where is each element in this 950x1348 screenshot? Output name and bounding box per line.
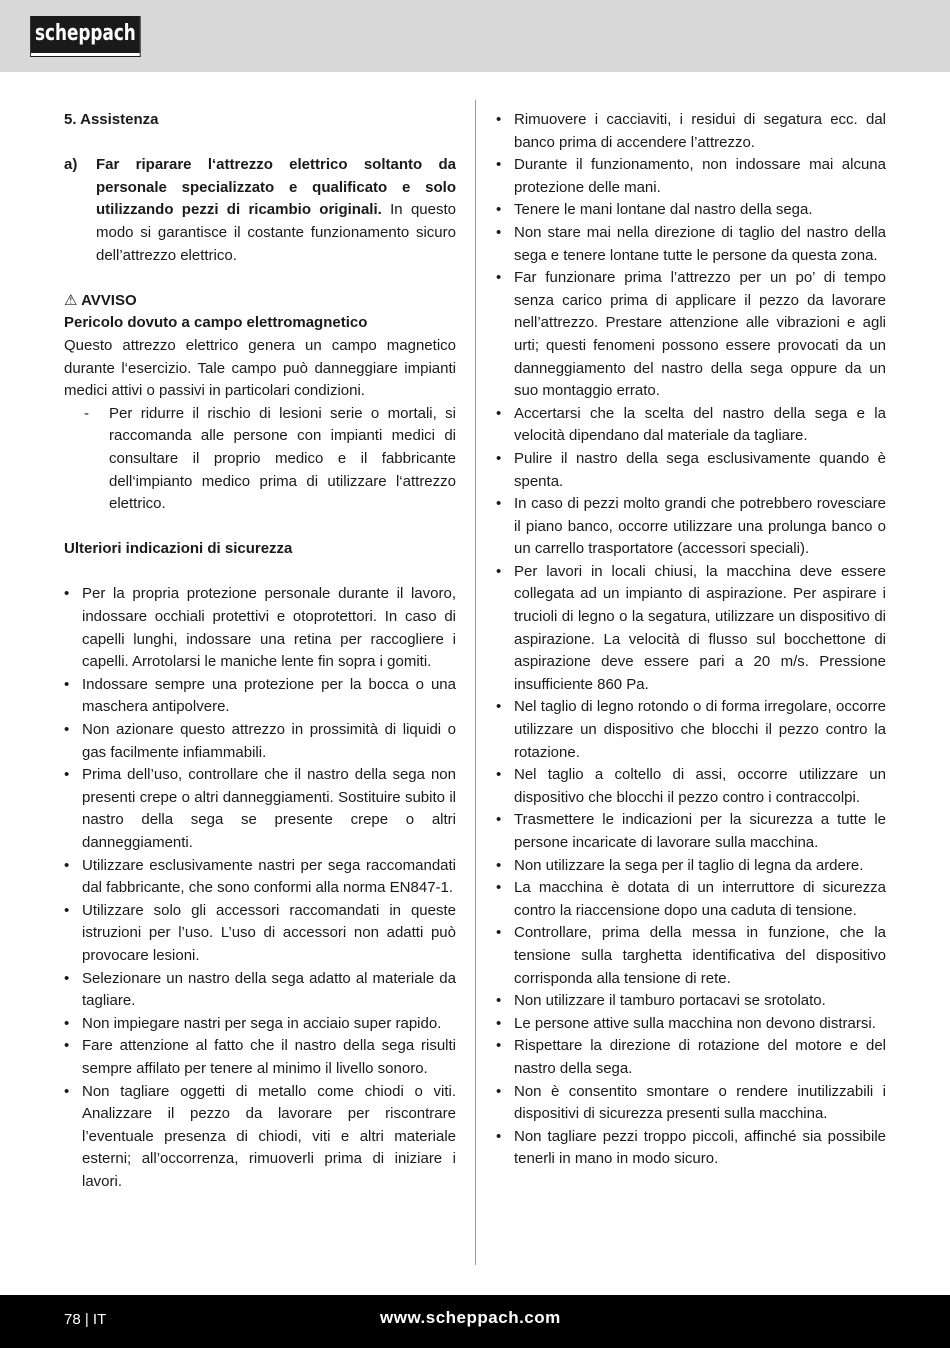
list-item-text: Nel taglio a coltello di assi, occorre utilizzare un dispositivo che blocchi il pezzo contro i contraccolpi. [514,766,886,806]
list-item-text: Selezionare un nastro della sega adatto al materiale da tagliare. [82,969,456,1010]
list-item [496,1126,886,1171]
list-item-text: Per la propria protezione personale durante il lavoro, indossare occhiali protettivi e otoprotettori. In caso di capelli lunghi, indossare una retina per raccogliere i capelli. Arrotolarsi le maniche lente fin sopra i gomiti. [82,585,456,671]
page-number: 78 | IT [64,1311,107,1328]
enum-item-a [64,154,456,267]
list-item [64,719,456,764]
list-item-text: Fare attenzione al fatto che il nastro della sega risulti sempre affilato per tenere al minimo il livello sonoro. [82,1037,456,1077]
list-item-text: In caso di pezzi molto grandi che potrebbero rovesciare il piano banco, occorre utilizzare una prolunga banco o un carrello trasportatore (accessori speciali). [514,495,886,558]
bullet-mark: • [64,1014,70,1032]
list-item-text: Indossare sempre una protezione per la bocca o una maschera antipolvere. [82,675,456,716]
enum-normal-text: In questo modo si garantisce il costante funzionamento sicuro dell’attrezzo elettrico. [96,201,457,264]
bullet-mark: • [496,111,502,128]
warning-subtitle: Pericolo dovuto a campo elettromagnetico [64,314,368,332]
bullet-mark: • [496,879,502,897]
enum-text [96,154,456,267]
bullet-mark: • [496,562,502,580]
bullet-mark: • [64,1082,70,1100]
list-item-text: Non tagliare pezzi troppo piccoli, affinché sia possibile tenerli in mano in modo sicuro. [514,1127,886,1168]
bullet-mark: • [64,856,70,874]
list-item-text: Utilizzare esclusivamente nastri per sega raccomandati dal fabbricante, che sono conformi alla norma EN847-1. [82,856,456,897]
list-item [496,403,886,448]
list-item [64,1035,456,1080]
bullet-mark: • [64,721,70,739]
bullet-mark: • [496,698,502,716]
list-item [64,1013,456,1036]
bullet-mark: • [496,766,502,784]
dash-text: Per ridurre il rischio di lesioni serie o mortali, si raccomanda alle persone con impianti medici di consultare il proprio medico e il fabbricante dell‘impianto medico prima di utilizzare l‘attrezzo elettrico. [109,404,456,513]
bullet-mark: • [496,811,502,829]
list-item-text: Tenere le mani lontane dal nastro della sega. [514,201,813,219]
list-item-text: Per lavori in locali chiusi, la macchina deve essere collegata ad un impianto di aspirazione. Per aspirare i trucioli di legno o la segatura, utilizzare un dispositivo di aspirazione. La velocità di flusso sul bocchettone di aspirazione deve essere pari a 20 m/s. Pressione insufficiente 860 Pa. [514,562,886,693]
list-item [496,493,886,561]
list-item-text: Non azionare questo attrezzo in prossimità di liquidi o gas facilmente infiammabili. [82,721,456,761]
list-item-text: Durante il funzionamento, non indossare mai alcuna protezione delle mani. [514,156,886,196]
list-item [496,696,886,764]
list-item-text: Prima dell’uso, controllare che il nastro della sega non presenti crepe o altri danneggiamenti. Sostituire subito il nastro della sega se presente crepe o altri danneggiamenti. [82,766,456,851]
list-item-text: Pulire il nastro della sega esclusivamente quando è spenta. [514,449,886,490]
bullet-mark: • [496,156,502,174]
list-item-text: Utilizzare solo gli accessori raccomandati in queste istruzioni per l’uso. L’uso di accessori non adatti può provocare lesioni. [82,901,456,964]
enum-bold-text: Far riparare l‘attrezzo elettrico soltanto da personale specializzato e qualificato e solo utilizzando pezzi di ricambio originali. [96,156,456,219]
list-item-text: Trasmettere le indicazioni per la sicurezza a tutte le persone incaricate di lavorare sulla macchina. [514,811,886,851]
list-item [496,764,886,809]
bullet-mark: • [496,1014,502,1032]
right-column [496,109,886,1171]
bullet-mark: • [496,201,502,219]
website-link[interactable]: www.scheppach.com [380,1308,561,1327]
list-item-text: Non utilizzare la sega per il taglio di legna da ardere. [514,856,864,874]
bullet-mark: • [64,901,70,919]
list-item-text: Rimuovere i cacciaviti, i residui di segatura ecc. dal banco prima di accendere l’attrezzo. [514,111,886,151]
page-footer [0,1295,950,1348]
bullet-mark: • [496,1127,502,1145]
list-item [496,809,886,854]
bullet-mark: • [496,1082,502,1100]
list-item [496,1081,886,1126]
list-item [496,855,886,878]
subheading: Ulteriori indicazioni di sicurezza [64,540,293,558]
warning-text: Questo attrezzo elettrico genera un campo magnetico durante l‘esercizio. Tale campo può danneggiare impianti medici attivi o passivi in particolari condizioni. [64,336,456,400]
list-item [64,764,456,854]
bullet-mark: • [496,1037,502,1055]
list-item-text: Far funzionare prima l’attrezzo per un po’ di tempo senza carico prima di applicare il pezzo da lavorare nell’attrezzo. Prestare attenzione alle vibrazioni e agli urti; questi fenomeni possono essere provocati da un danneggiamento del nastro della sega oppure da un suo montaggio errato. [514,269,886,400]
bullet-mark: • [64,585,70,603]
list-item [496,199,886,222]
list-item [64,583,456,673]
list-item [496,561,886,697]
list-item [496,990,886,1013]
list-item-text: Controllare, prima della messa in funzione, che la tensione sulla targhetta identificativa del dispositivo corrisponda alla tensione di rete. [514,924,886,987]
list-item [496,922,886,990]
bullet-mark: • [496,992,502,1010]
list-item [496,109,886,154]
bullet-mark: • [64,969,70,987]
list-item-text: Rispettare la direzione di rotazione del motore e del nastro della sega. [514,1037,886,1077]
left-column [64,109,456,1194]
bullet-mark: • [496,449,502,467]
scheppach-logo: scheppach [31,17,140,56]
bullet-mark: • [496,269,502,287]
warning-triangle-icon: ⚠ [64,291,78,309]
list-item-text: Non stare mai nella direzione di taglio del nastro della sega e tenere lontane tutte le persone da questa zona. [514,223,886,264]
bullet-mark: • [64,766,70,784]
list-item [496,1035,886,1080]
list-item-text: Non impiegare nastri per sega in acciaio super rapido. [82,1014,442,1032]
list-item [496,222,886,267]
list-item-text: La macchina è dotata di un interruttore di sicurezza contro la riaccensione dopo una caduta di tensione. [514,879,886,919]
bullet-mark: • [496,924,502,942]
bullet-mark: • [64,1037,70,1055]
list-item-text: Non tagliare oggetti di metallo come chiodi o viti. Analizzare il pezzo da lavorare per riscontrare l’eventuale presenza di chiodi, viti e altri materiale esterni; all’occorrenza, rimuoverli prima di iniziare i lavori. [82,1082,456,1190]
bullet-mark: • [496,856,502,874]
list-item-text: Le persone attive sulla macchina non devono distrarsi. [514,1014,876,1032]
warning-title: AVVISO [81,291,137,309]
list-item [496,448,886,493]
list-item [64,1081,456,1194]
warning-heading [64,290,456,313]
list-item [496,1013,886,1036]
bullet-mark: • [496,495,502,513]
list-item [64,855,456,900]
list-item-text: Non è consentito smontare o rendere inutilizzabili i dispositivi di sicurezza presenti sulla macchina. [514,1082,886,1123]
list-item [64,900,456,968]
dash-list-item [84,403,456,516]
page-header [0,0,950,72]
list-item-text: Non utilizzare il tamburo portacavi se srotolato. [514,992,826,1010]
list-item [64,968,456,1013]
enum-key: a) [64,156,78,174]
list-item-text: Accertarsi che la scelta del nastro della sega e la velocità dipendano dal materiale da tagliare. [514,404,886,445]
list-item [64,674,456,719]
list-item [496,267,886,403]
list-item-text: Nel taglio di legno rotondo o di forma irregolare, occorre utilizzare un dispositivo che blocchi il pezzo contro la rotazione. [514,698,886,761]
list-item [496,154,886,199]
right-bullet-list [496,109,886,1171]
bullet-mark: • [496,223,502,241]
dash-mark: - [84,404,89,422]
bullet-mark: • [64,675,70,693]
column-divider [475,100,476,1265]
left-bullet-list [64,583,456,1193]
section-title: 5. Assistenza [64,111,159,128]
list-item [496,877,886,922]
bullet-mark: • [496,404,502,422]
